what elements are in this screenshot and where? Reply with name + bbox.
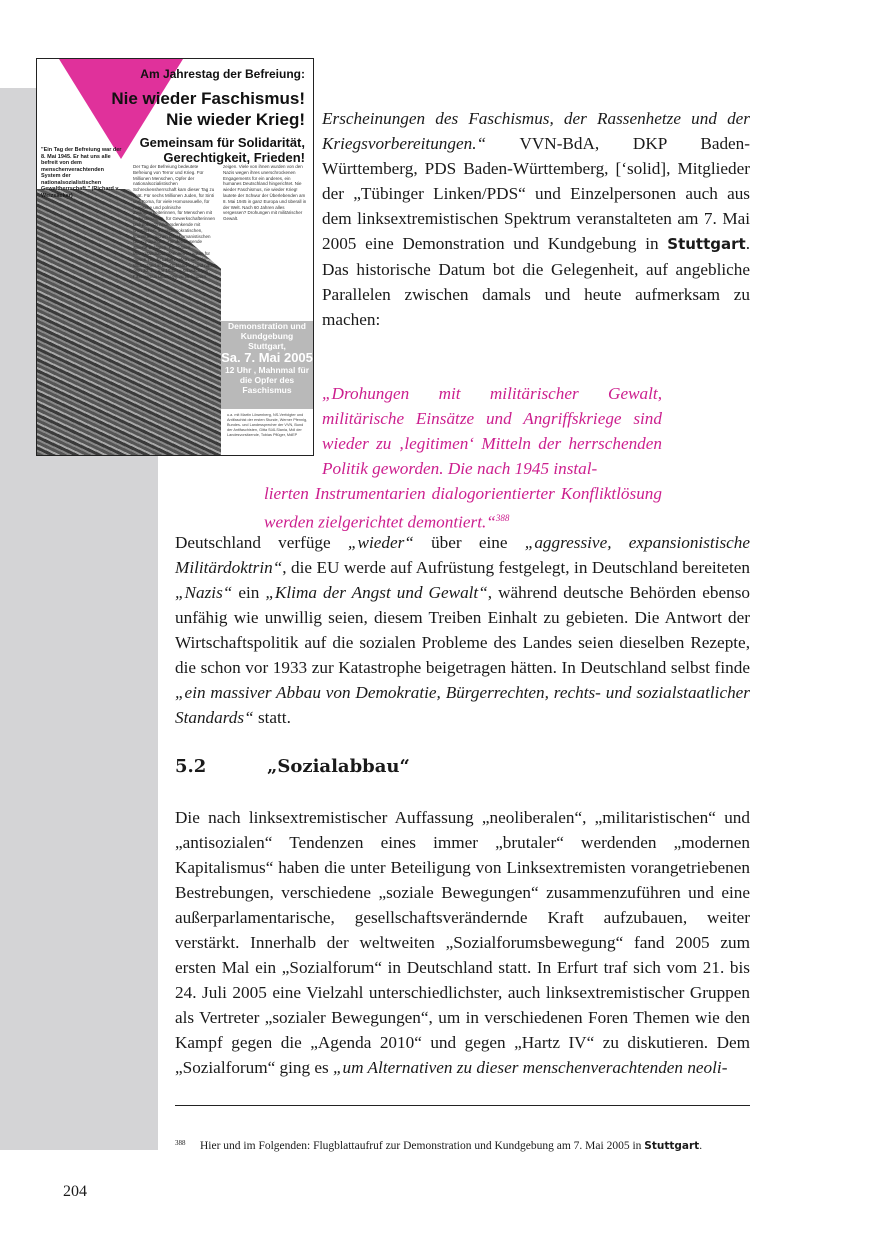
quote-footnote-ref[interactable]: 388 bbox=[495, 513, 510, 523]
footnote-city: Stuttgart bbox=[644, 1140, 700, 1152]
footnote-text-wrap bbox=[175, 1138, 750, 1154]
footnote bbox=[175, 1138, 750, 1154]
section-heading bbox=[175, 756, 410, 777]
flyer-line3: Nie wieder Krieg! bbox=[166, 110, 305, 129]
paragraph-3 bbox=[175, 805, 750, 1080]
footnote-end: . bbox=[699, 1140, 703, 1152]
footnote-divider bbox=[175, 1105, 750, 1106]
p2-italic-4: „Klima der Angst und Gewalt“ bbox=[265, 583, 488, 602]
flyer-quote: "Ein Tag der Befreiung war der 8. Mai 1945. Er hat uns alle befreit von dem menschenverachtenden System der nationalsozialistischen Gewaltherrschaft." (Richard v. Weizsäcker) bbox=[41, 147, 122, 199]
footnote-marker: 388 bbox=[175, 1139, 186, 1147]
paragraph-1-italic: Erscheinungen des Faschismus, der Rassenhetze und der Kriegsvorbereitungen.“ bbox=[322, 109, 750, 153]
paragraph-1-end: . Das historische Datum bot die Gelegenheit, auf angebliche Parallelen zwischen damals und heute aufmerksam zu machen: bbox=[322, 234, 750, 329]
flyer-box-time: 12 Uhr , Mahnmal für die Opfer des Faschismus bbox=[224, 365, 310, 395]
p2-italic-1: „wieder“ bbox=[347, 533, 414, 552]
p2-italic-5: „ein massiver Abbau von Demokratie, Bürgerrechten, rechts- und sozialstaatlicher Standards“ bbox=[175, 683, 750, 727]
p2-italic-3: „Nazis“ bbox=[175, 583, 233, 602]
flyer-line1: Am Jahrestag der Befreiung: bbox=[140, 67, 305, 81]
quote-part1: „Drohungen mit militärischer Gewalt, militärische Einsätze und Angriffskriege sind wieder zu ‚legitimen‘ Mitteln der herrschenden Politik geworden. Die nach 1945 instal- bbox=[322, 384, 662, 478]
paragraph-1 bbox=[322, 106, 750, 332]
p2-text-5: , während deutsche Behörden ebenso unfähig wie unwillig seien, diesem Treiben Einhalt zu gebieten. Die Antwort der Wirtschaftspolitik auf die sozialen Probleme des Landes seien dieselben Rezepte, die schon vor 1933 zur Katastrophe beigetragen hätten. In Deutschland selbst finde bbox=[175, 583, 751, 677]
flyer-footer: u.a. mit Martin Löwenberg, NS-Verfolgter und Antifaschist der ersten Stunde, Werner Pfennig, Bundes- und Landessprecher der VVN, Bund der Antifaschisten, Gitta Süß-Slania, Mdl der Landesvorsitzende, Tobias Pflüger, MdEP bbox=[227, 413, 308, 437]
flyer-box-title: Demonstration und Kundgebung bbox=[228, 321, 306, 341]
block-quote bbox=[264, 381, 662, 535]
flyer-line2: Nie wieder Faschismus! bbox=[111, 89, 305, 108]
p2-text-1: Deutschland verfüge bbox=[175, 533, 348, 552]
p3-italic: „um Alternativen zu dieser menschenverachtenden neoli- bbox=[333, 1058, 728, 1077]
flyer-box-city: Stuttgart, bbox=[248, 341, 286, 351]
p2-text-4: ein bbox=[232, 583, 266, 602]
section-number: 5.2 bbox=[175, 756, 207, 777]
paragraph-1-text: VVN-BdA, DKP Baden-Württemberg, PDS Baden-Württemberg, [‘solid], Mitglieder der „Tübinger Linken/PDS“ und Einzelpersonen auch aus dem linksextremistischen Spektrum veranstalteten am 7. Mai 2005 eine Demonstration und Kundgebung in bbox=[322, 134, 750, 253]
quote-part2: lierten Instrumentarien dialogorientierter Konfliktlösung werden zielgerichtet demontiert.“ bbox=[264, 484, 662, 532]
p2-text-3: , die EU werde auf Aufrüstung festgelegt, in Deutschland bereiteten bbox=[282, 558, 750, 577]
paragraph-1-city: Stuttgart bbox=[667, 235, 746, 253]
section-title: „Sozialabbau“ bbox=[267, 756, 410, 777]
paragraph-2 bbox=[175, 530, 750, 730]
p2-italic-2: „aggressive, expansionistische Militärdoktrin“ bbox=[175, 533, 750, 577]
page-number: 204 bbox=[63, 1183, 87, 1200]
footnote-text: Hier und im Folgenden: Flugblattaufruf zur Demonstration und Kundgebung am 7. Mai 2005 in bbox=[200, 1140, 645, 1152]
flyer-box-date: Sa. 7. Mai 2005 bbox=[221, 350, 313, 365]
p3-text: Die nach linksextremistischer Auffassung „neoliberalen“, „militaristischen“ und „antisozialen“ Tendenzen eines immer „brutaler“ werdenden „modernen Kapitalismus“ haben die unter Beteiligung von Linksextremisten vorangetriebenen Bestrebungen, verschiedene „soziale Bewegungen“ zusammenzuführen und eine außerparlamentarische, gesellschaftsverändernde Kraft aufzubauen, weiter verstärkt. Innerhalb der weltweiten „Sozialforumsbewegung“ fand 2005 zum ersten Mal ein „Sozialforum“ in Deutschland statt. In Erfurt traf sich vom 21. bis 24. Juli 2005 eine Vielzahl unterschiedlichster, auch linksextremistischer Gruppen als Vertreter „sozialer Bewegungen“, um in verschiedenen Foren Themen wie den Kampf gegen die „Agenda 2010“ und gegen „Hartz IV“ zu diskutieren. Dem „Sozialforum“ ging es bbox=[175, 808, 750, 1077]
p2-text-2: über eine bbox=[413, 533, 525, 552]
p2-text-6: statt. bbox=[253, 708, 291, 727]
flyer-line4: Gemeinsam für Solidarität, Gerechtigkeit, Frieden! bbox=[139, 135, 305, 165]
flyer-body-col2: zeigen. Viele von ihnen wurden von den Nazis wegen ihres unerschrockenen Engagements für ein anderes, ein humanes Deutschland hingerichtet. Nie wieder Faschismus, nie wieder Krieg! lautete der Schwur der Überlebenden am 8. Mai 1945 in ganz Europa und überall in der Welt. Nach 60 Jahren alles vergessen? Drohungen mit militärischer Gewalt. bbox=[223, 164, 307, 222]
flyer-body-col1: Der Tag der Befreiung bedeutete Befreiung von Terror und Krieg. Für Millionen Menschen, Opfer der nationalsozialistischen Schreckensherrschaft kam dieser Tag zu spät. Für sechs Millionen Juden, für Sinti und Roma, für viele Homosexuelle, für russische und polnische Zwangsarbeiterinnen, für Menschen mit Behinderungen, für Gewerkschafterinnen und politisch Andersdenkende mit christlichen, sozialdemokratischen, kommunistischen oder humanistischen Überzeugungen. Hunderttausende alliierte Soldaten, Partisanen, Widerstandskämpferinnen mussten für diesen Tag ihr Leben opfern, weil der Widerstand in Deutschland vor und nach dem 30. Januar 1933 zu schwach war. Faschismus und Krieg zu verhindern. bbox=[133, 164, 216, 280]
